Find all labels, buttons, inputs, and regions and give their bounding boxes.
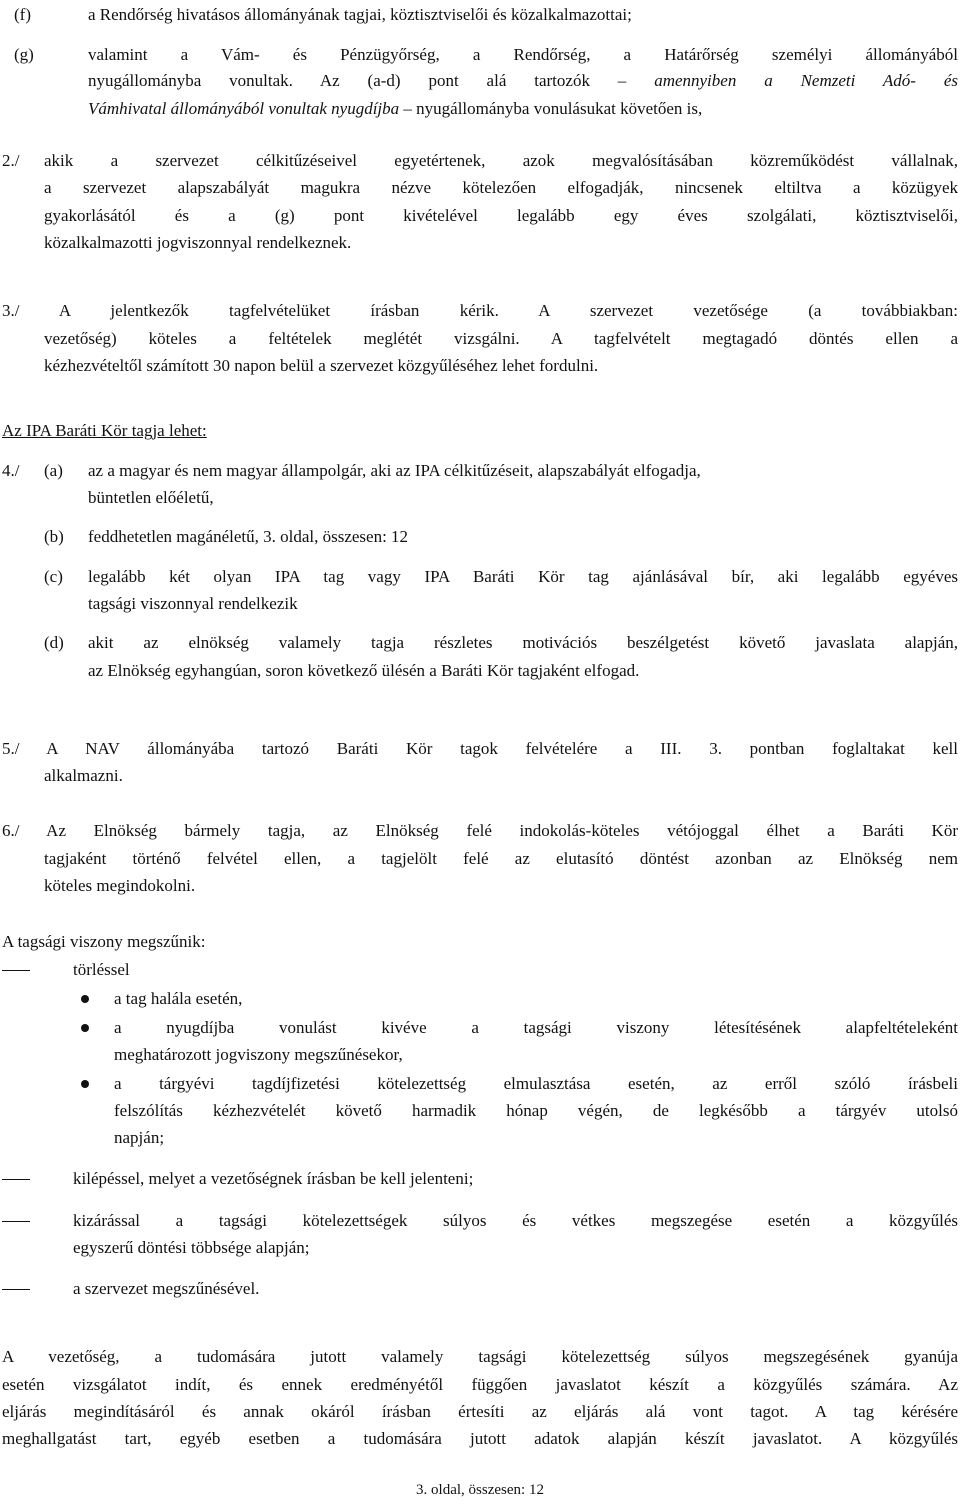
bullet-2-line-1: a nyugdíjba vonulást kivéve a tagsági viszony létesítésének alapfeltételeként — [114, 1018, 958, 1037]
closing-line-1: A vezetőség, a tudomására jutott valamely tagsági kötelezettség súlyos megszegésének gyanúja — [2, 1347, 958, 1366]
item-g-line-2 — [88, 68, 958, 94]
item-f-label: (f) — [14, 5, 31, 24]
bullet-icon — [81, 1080, 89, 1088]
para-4d-label: (d) — [44, 633, 64, 652]
termination-dash-1: törléssel — [73, 960, 130, 979]
membership-heading: Az IPA Baráti Kör tagja lehet: — [2, 421, 207, 440]
para-2-line-1: akik a szervezet célkitűzéseivel egyetértenek, azok megvalósításában közreműködést vállalnak, — [44, 151, 958, 170]
item-g-line-2-plain: nyugállományba vonultak. Az (a-d) pont alá tartozók – — [88, 71, 655, 90]
dash-icon — [2, 1179, 30, 1180]
termination-heading: A tagsági viszony megszűnik: — [2, 932, 206, 951]
para-4a-label: (a) — [44, 461, 63, 480]
dash-icon — [2, 970, 30, 971]
para-4-label: 4./ — [2, 461, 20, 480]
closing-line-2: esetén vizsgálatot indít, és ennek eredményétől függően javaslatot készít a közgyűlés számára. Az — [2, 1375, 958, 1394]
para-4b-label: (b) — [44, 527, 64, 546]
item-g-line-3 — [88, 96, 702, 122]
termination-dash-4: a szervezet megszűnésével. — [73, 1279, 260, 1298]
para-4a-line-2: büntetlen előéletű, — [88, 488, 214, 507]
item-g-line-3-plain: – nyugállományba vonulásukat követően is, — [399, 99, 703, 118]
closing-line-3: eljárás megindításáról és annak okáról írásban értesíti az eljárás alá vont tagot. A tag kérésére — [2, 1402, 958, 1421]
para-4a-line-1: az a magyar és nem magyar állampolgár, aki az IPA célkitűzéseit, alapszabályát elfogadja, — [88, 461, 701, 480]
bullet-3-line-2: felszólítás kézhezvételét követő harmadik hónap végén, de legkésőbb a tárgyév utolsó — [114, 1101, 958, 1120]
para-4c-line-1: legalább két olyan IPA tag vagy IPA Baráti Kör tag ajánlásával bír, aki legalább egyéves — [88, 567, 958, 586]
closing-line-4: meghallgatást tart, egyéb esetben a tudomására jutott adatok alapján készít javaslatot. A közgyűlés — [2, 1429, 958, 1448]
page-footer: 3. oldal, összesen: 12 — [416, 1482, 544, 1498]
bullet-1-line-1: a tag halála esetén, — [114, 989, 243, 1008]
para-4d-line-2: az Elnökség egyhangúan, soron következő ülésén a Baráti Kör tagjaként elfogad. — [88, 661, 640, 680]
termination-dash-3-line-1: kizárással a tagsági kötelezettségek súlyos és vétkes megszegése esetén a közgyűlés — [73, 1211, 958, 1230]
para-3-line-2: vezetőség) köteles a feltételek meglétét vizsgálni. A tagfelvételt megtagadó döntés ellen a — [44, 329, 958, 348]
termination-dash-2: kilépéssel, melyet a vezetőségnek írásban be kell jelenteni; — [73, 1169, 474, 1188]
para-4b-line-1: feddhetetlen magánéletű, 3. oldal, összesen: 12 — [88, 527, 409, 546]
para-2-line-2: a szervezet alapszabályát magukra nézve kötelezően elfogadják, nincsenek eltiltva a közügyek — [44, 178, 958, 197]
para-3-line-3: kézhezvételtől számított 30 napon belül a szervezet közgyűléséhez lehet fordulni. — [44, 356, 599, 375]
para-4c-line-2: tagsági viszonnyal rendelkezik — [88, 594, 298, 613]
para-2-line-3: gyakorlásától és a (g) pont kivételével legalább egy éves szolgálati, köztisztviselői, — [44, 206, 958, 225]
dash-icon — [2, 1221, 30, 1222]
para-2-line-4: közalkalmazotti jogviszonnyal rendelkeznek. — [44, 233, 352, 252]
para-5-line-2: alkalmazni. — [44, 766, 123, 785]
bullet-icon — [81, 1024, 89, 1032]
para-5-line-1: 5./ A NAV állományába tartozó Baráti Kör tagok felvételére a III. 3. pontban foglaltakat kell — [2, 739, 958, 758]
dash-icon — [2, 1289, 30, 1290]
para-6-line-2: tagjaként történő felvétel ellen, a tagjelölt felé az elutasító döntést azonban az Elnökség nem — [44, 849, 958, 868]
para-2-label: 2./ — [2, 151, 20, 170]
bullet-icon — [81, 995, 89, 1003]
item-g-line-3-italic: Vámhivatal állományából vonultak nyugdíjba — [88, 99, 400, 118]
item-g-line-1: valamint a Vám- és Pénzügyőrség, a Rendőrség, a Határőrség személyi állományából — [88, 45, 958, 64]
bullet-2-line-2: meghatározott jogviszony megszűnésekor, — [114, 1045, 403, 1064]
para-6-line-3: köteles megindokolni. — [44, 876, 196, 895]
para-6-line-1: 6./ Az Elnökség bármely tagja, az Elnökség felé indokolás-köteles vétójoggal élhet a Baráti Kör — [2, 821, 958, 840]
para-4c-label: (c) — [44, 567, 63, 586]
termination-dash-3-line-2: egyszerű döntési többsége alapján; — [73, 1238, 310, 1257]
item-f-text: a Rendőrség hivatásos állományának tagjai, köztisztviselői és közalkalmazottai; — [88, 5, 632, 24]
bullet-3-line-3: napján; — [114, 1128, 165, 1147]
para-3-line-1: 3./ A jelentkezők tagfelvételüket írásban kérik. A szervezet vezetősége (a továbbiakban: — [2, 301, 958, 320]
item-g-line-2-italic: amennyiben a Nemzeti Adó- és — [654, 71, 958, 90]
bullet-3-line-1: a tárgyévi tagdíjfizetési kötelezettség elmulasztása esetén, az erről szóló írásbeli — [114, 1074, 958, 1093]
item-g-label: (g) — [14, 45, 34, 64]
para-4d-line-1: akit az elnökség valamely tagja részletes motivációs beszélgetést követő javaslata alapján, — [88, 633, 958, 652]
